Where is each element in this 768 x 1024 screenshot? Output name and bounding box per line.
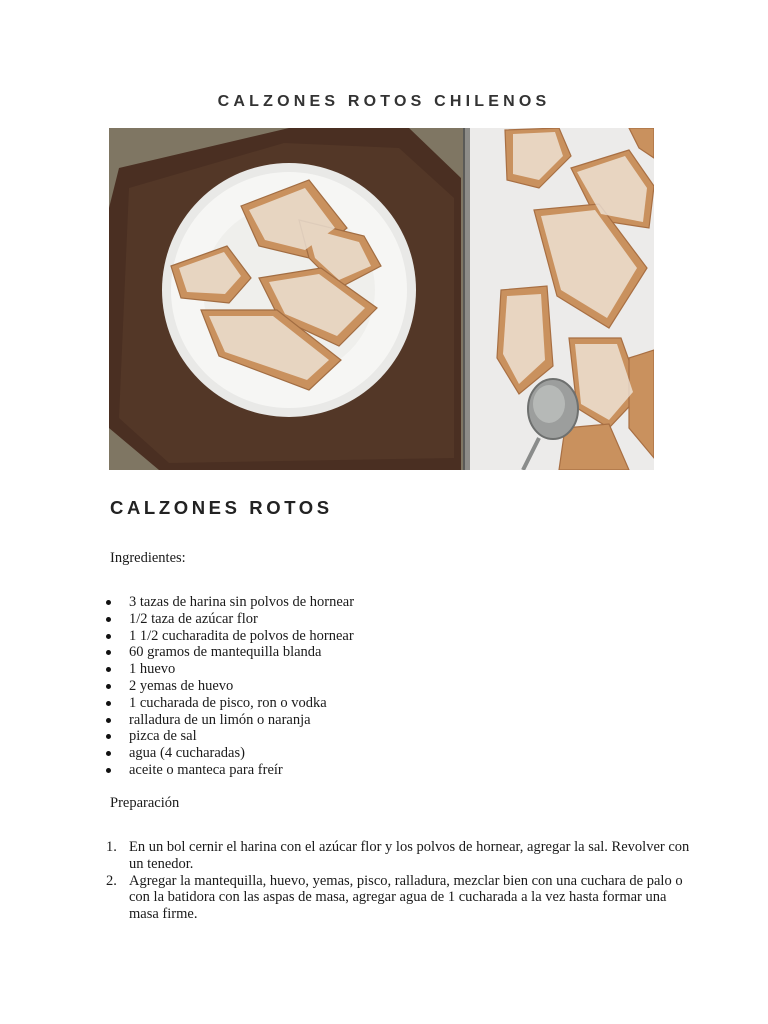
step-number: 1. (106, 839, 117, 855)
ingredient-text: 2 yemas de huevo (129, 677, 234, 694)
ingredient-text: 60 gramos de mantequilla blanda (129, 644, 322, 661)
document-title: CALZONES ROTOS CHILENOS (217, 93, 551, 110)
list-item (0, 678, 354, 695)
bullet-icon (106, 701, 111, 706)
step-item (0, 839, 690, 873)
bullet-icon (106, 684, 111, 689)
preparation-label: Preparación (110, 795, 180, 811)
ingredients-label: Ingredientes: (110, 550, 186, 566)
ingredient-text: 3 tazas de harina sin polvos de hornear (129, 594, 355, 610)
step-item (0, 873, 690, 923)
bullet-icon (106, 634, 111, 639)
ingredient-text: 1 huevo (129, 661, 176, 678)
list-item (0, 762, 354, 779)
section-title: CALZONES ROTOS (110, 497, 333, 518)
bullet-icon (106, 667, 111, 672)
calzones-rotos-photo (109, 128, 654, 470)
bullet-icon (106, 617, 111, 622)
list-item (0, 728, 354, 745)
preparation-steps (0, 839, 690, 923)
list-item (0, 611, 354, 628)
list-item (0, 695, 354, 712)
ingredients-list (0, 594, 354, 779)
ingredient-text: agua (4 cucharadas) (129, 745, 245, 762)
step-text: Agregar la mantequilla, huevo, yemas, pisco, ralladura, mezclar bien con una cuchara de palo o con la batidora con las aspas de masa, agregar agua de 1 cucharada a la vez hasta formar una masa firme. (129, 872, 683, 923)
list-item (0, 712, 354, 729)
bullet-icon (106, 718, 111, 723)
ingredient-text: ralladura de un limón o naranja (129, 711, 311, 728)
list-item (0, 644, 354, 661)
ingredient-text: 1 cucharada de pisco, ron o vodka (129, 694, 327, 711)
step-number: 2. (106, 872, 117, 889)
list-item (0, 661, 354, 678)
bullet-icon (106, 650, 111, 655)
bullet-icon (106, 768, 111, 773)
ingredient-text: 1 1/2 cucharadita de polvos de hornear (129, 627, 354, 644)
bullet-icon (106, 751, 111, 756)
bullet-icon (106, 600, 111, 605)
list-item (0, 745, 354, 762)
list-item (0, 628, 354, 645)
step-text: En un bol cernir el harina con el azúcar flor y los polvos de hornear, agregar la sal. Revolver con un tenedor. (129, 839, 690, 872)
ingredient-text: 1/2 taza de azúcar flor (129, 610, 258, 627)
list-item (0, 594, 354, 611)
bullet-icon (106, 734, 111, 739)
ingredient-text: aceite o manteca para freír (129, 761, 283, 778)
ingredient-text: pizca de sal (129, 728, 197, 745)
